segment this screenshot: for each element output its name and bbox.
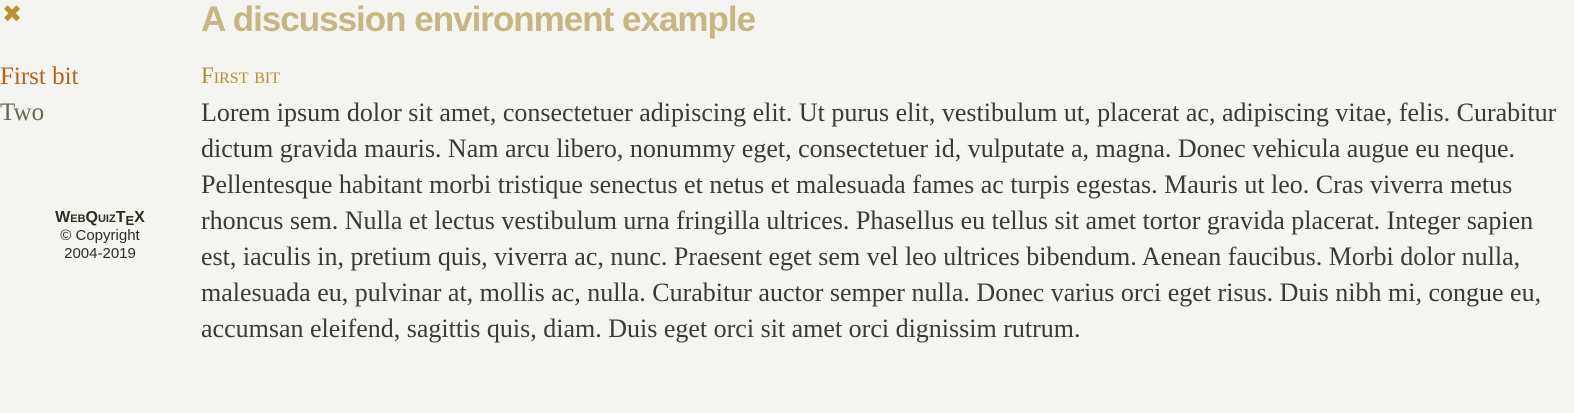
page-title: A discussion environment example (201, 0, 756, 39)
sidebar-link-first-bit[interactable]: First bit (0, 63, 79, 90)
logo-part-t: T (115, 209, 126, 226)
logo-part-quiz: Quiz (85, 209, 116, 226)
sidebar-link-two[interactable]: Two (0, 99, 45, 126)
close-icon[interactable]: ✖ (2, 0, 23, 28)
logo-part-web: Web (55, 209, 86, 226)
main-content (201, 0, 1574, 413)
discussion-paragraph: Lorem ipsum dolor sit amet, consectetuer adipiscing elit. Ut purus elit, vestibulum ut, placerat ac, adipiscing vitae, felis. Curabitur dictum gravida mauris. Nam arcu libero, nonummy eget, consectetuer id, vulputate a, magna. Donec vehicula augue eu neque. Pellentesque habitant morbi tristique senectus et netus et malesuada fames ac turpis egestas. Mauris ut leo. Cras viverra metus rhoncus sem. Nulla et lectus vestibulum urna fringilla ultrices. Phasellus eu tellus sit amet tortor gravida placerat. Integer sapien est, iaculis in, pretium quis, viverra ac, nunc. Praesent eget sem vel leo ultrices bibendum. Aenean faucibus. Morbi dolor nulla, malesuada eu, pulvinar at, mollis ac, nulla. Curabitur auctor semper nulla. Donec varius orci eget risus. Duis nibh mi, congue eu, accumsan eleifend, sagittis quis, diam. Duis eget orci sit amet orci dignissim rutrum. (201, 98, 1557, 343)
logo-part-e: E (125, 213, 135, 228)
logo-part-x: X (134, 209, 145, 226)
sidebar-nav (0, 59, 201, 131)
webquiztex-logo (20, 209, 180, 227)
copyright-years: 2004-2019 (64, 245, 136, 262)
section-heading-first-bit: First bit (201, 63, 280, 88)
sidebar-footer (20, 209, 180, 263)
copyright-text: © Copyright (60, 227, 140, 244)
sidebar (0, 0, 201, 413)
